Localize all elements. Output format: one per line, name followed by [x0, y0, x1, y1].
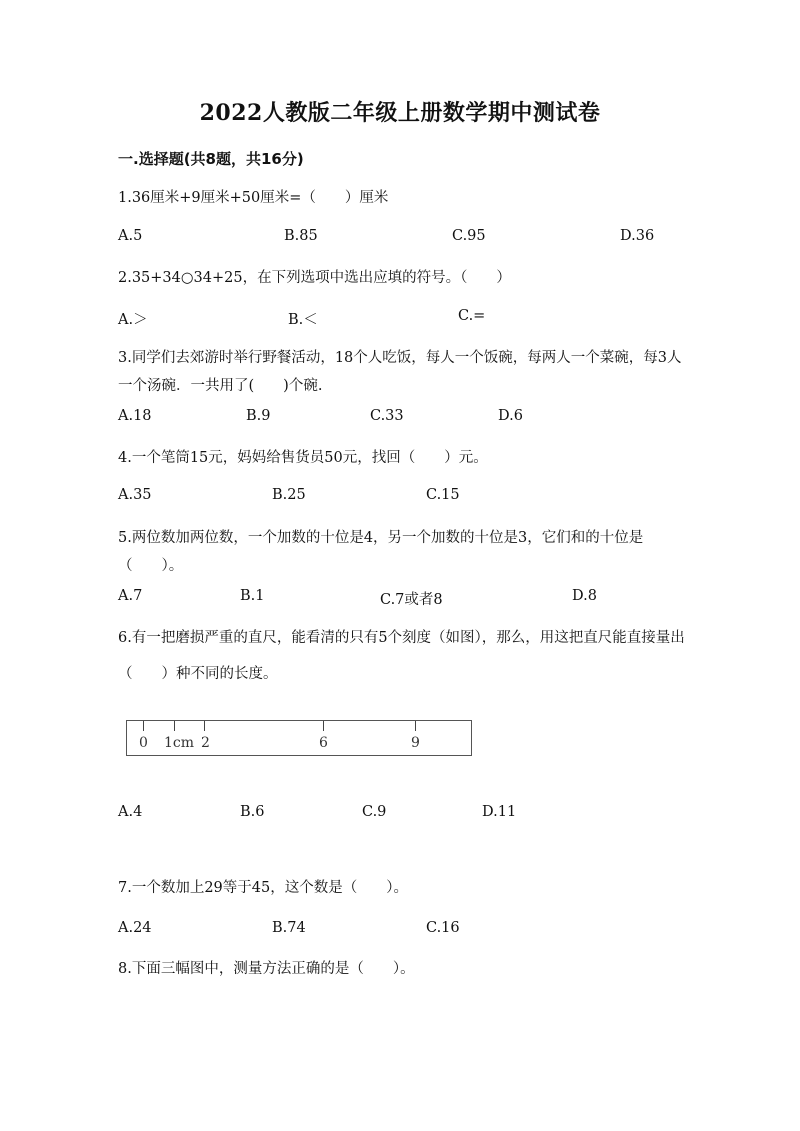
q7-option-a[interactable]: A.24 [118, 920, 152, 936]
q5-option-b[interactable]: B.1 [240, 588, 265, 604]
ruler-label-0: 0 [139, 735, 148, 751]
ruler-tick [204, 721, 205, 731]
ruler-tick [143, 721, 144, 731]
q4-option-c[interactable]: C.15 [426, 487, 460, 503]
question-2-options [0, 308, 800, 332]
question-4: 4.一个笔筒15元，妈妈给售货员50元，找回（ ）元。 [118, 450, 488, 466]
ruler-label-2: 2 [201, 735, 210, 751]
q7-option-c[interactable]: C.16 [426, 920, 460, 936]
question-6: 6.有一把磨损严重的直尺，能看清的只有5个刻度（如图），那么，用这把直尺能直接量出（ ）种不同的长度。 [118, 630, 685, 682]
worn-ruler-figure [126, 720, 472, 756]
q7-option-b[interactable]: B.74 [272, 920, 306, 936]
question-4-options [0, 487, 800, 511]
question-1: 1.36厘米+9厘米+50厘米=（ ）厘米 [118, 190, 389, 206]
ruler-label-1cm: 1cm [164, 735, 195, 751]
q4-option-a[interactable]: A.35 [118, 487, 152, 503]
q2-option-b[interactable]: B.＜ [288, 312, 318, 328]
ruler-tick [415, 721, 416, 731]
q5-option-d[interactable]: D.8 [572, 588, 597, 604]
q3-option-c[interactable]: C.33 [370, 408, 404, 424]
question-7: 7.一个数加上29等于45，这个数是（ ）。 [118, 880, 408, 896]
q1-option-c[interactable]: C.95 [452, 228, 486, 244]
q1-option-b[interactable]: B.85 [284, 228, 318, 244]
question-5-options [0, 588, 800, 612]
q3-option-a[interactable]: A.18 [118, 408, 152, 424]
question-8: 8.下面三幅图中，测量方法正确的是（ ）。 [118, 961, 415, 977]
question-3: 3.同学们去郊游时举行野餐活动，18个人吃饭，每人一个饭碗，每两人一个菜碗，每3人一个汤碗．一共用了( )个碗. [118, 350, 682, 394]
q1-option-d[interactable]: D.36 [620, 228, 655, 244]
q2-option-a[interactable]: A.＞ [118, 312, 148, 328]
question-7-options [0, 920, 800, 944]
q5-option-a[interactable]: A.7 [118, 588, 143, 604]
q6-option-c[interactable]: C.9 [362, 804, 387, 820]
q5-option-c[interactable]: C.7或者8 [380, 592, 443, 608]
q2-option-c[interactable]: C.= [458, 308, 486, 324]
q6-option-d[interactable]: D.11 [482, 804, 517, 820]
question-2: 2.35+34○34+25，在下列选项中选出应填的符号。（ ） [118, 270, 511, 286]
page-title: 2022人教版二年级上册数学期中测试卷 [199, 100, 601, 126]
question-6-options [0, 804, 800, 828]
q3-option-d[interactable]: D.6 [498, 408, 523, 424]
ruler-tick [174, 721, 175, 731]
section-heading: 一.选择题(共8题，共16分) [118, 150, 304, 168]
q6-option-b[interactable]: B.6 [240, 804, 265, 820]
question-3-options [0, 408, 800, 432]
q4-option-b[interactable]: B.25 [272, 487, 306, 503]
q3-option-b[interactable]: B.9 [246, 408, 271, 424]
ruler-label-9: 9 [411, 735, 420, 751]
q6-option-a[interactable]: A.4 [118, 804, 143, 820]
ruler-label-6: 6 [319, 735, 328, 751]
question-1-options [0, 228, 800, 252]
q1-option-a[interactable]: A.5 [118, 228, 143, 244]
ruler-tick [323, 721, 324, 731]
question-5: 5.两位数加两位数，一个加数的十位是4，另一个加数的十位是3，它们和的十位是（ ）。 [118, 530, 644, 574]
